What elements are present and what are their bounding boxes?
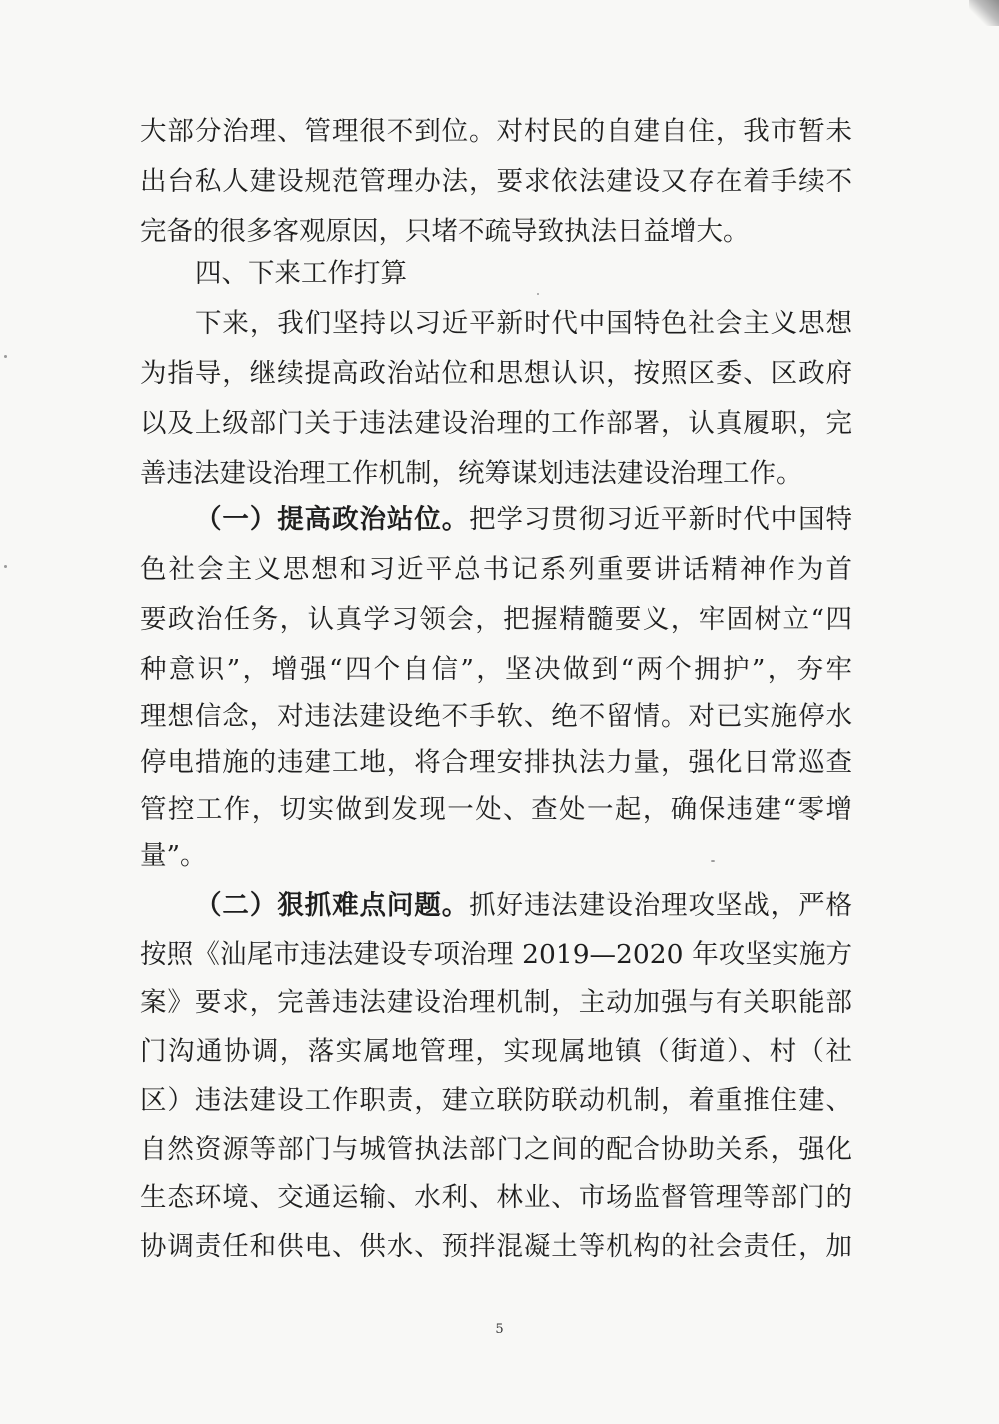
paragraph-line: 停电措施的违建工地，将合理安排执法力量，强化日常巡查 [140, 747, 852, 778]
paragraph-line: 大部分治理、管理很不到位。对村民的自建自住，我市暂未 [140, 116, 852, 147]
paragraph-line: 案》要求，完善违法建设治理机制，主动加强与有关职能部 [140, 987, 852, 1018]
page-number: 5 [495, 1322, 504, 1337]
paragraph-line: 种意识”，增强“四个自信”，坚决做到“两个拥护”，夯牢 [140, 654, 852, 685]
paragraph-line: 区）违法建设工作职责，建立联防联动机制，着重推住建、 [140, 1085, 852, 1116]
item-one-first-line [195, 500, 852, 540]
paragraph-line: 善违法建设治理工作机制，统筹谋划违法建设治理工作。 [140, 458, 803, 489]
paragraph-line: 生态环境、交通运输、水利、林业、市场监督管理等部门的 [140, 1182, 852, 1213]
paragraph-line: 以及上级部门关于违法建设治理的工作部署，认真履职，完 [140, 408, 852, 439]
item-two-title: （二）狠抓难点问题。 [195, 890, 470, 921]
paragraph-line: 自然资源等部门与城管执法部门之间的配合协助关系，强化 [140, 1134, 852, 1165]
paragraph-line: 门沟通协调，落实属地管理，实现属地镇（街道）、村（社 [140, 1036, 852, 1067]
paragraph-line: 出台私人建设规范管理办法，要求依法建设又存在着手续不 [140, 166, 852, 197]
scan-speck [4, 355, 7, 358]
section-heading: 四、下来工作打算 [195, 258, 407, 289]
paragraph-line: 完备的很多客观原因，只堵不疏导致执法日益增大。 [140, 216, 750, 247]
paragraph-line: 量”。 [140, 840, 207, 871]
item-one-title: （一）提高政治站位。 [195, 504, 470, 535]
paragraph-line: 管控工作，切实做到发现一处、查处一起，确保违建“零增 [140, 794, 852, 825]
paragraph-line: 按照《汕尾市违法建设专项治理 2019—2020 年攻坚实施方 [140, 939, 852, 970]
item-two-first-line [195, 886, 852, 926]
paragraph-line: 协调责任和供电、供水、预拌混凝土等机构的社会责任，加 [140, 1231, 852, 1262]
paragraph-line: 色社会主义思想和习近平总书记系列重要讲话精神作为首 [140, 554, 852, 585]
paragraph-line: 为指导，继续提高政治站位和思想认识，按照区委、区政府 [140, 358, 852, 389]
paragraph-line: 理想信念，对违法建设绝不手软、绝不留情。对已实施停水 [140, 701, 852, 732]
scan-speck [4, 565, 7, 568]
item-one-first-line-rest: 把学习贯彻习近平新时代中国特 [469, 504, 853, 535]
scan-corner-shadow [969, 0, 999, 26]
paragraph-line: 下来，我们坚持以习近平新时代中国特色社会主义思想 [195, 308, 852, 339]
item-two-first-line-rest: 抓好违法建设治理攻坚战，严格 [469, 890, 853, 921]
paragraph-line: 要政治任务，认真学习领会，把握精髓要义，牢固树立“四 [140, 604, 852, 635]
scan-speck [537, 293, 539, 295]
